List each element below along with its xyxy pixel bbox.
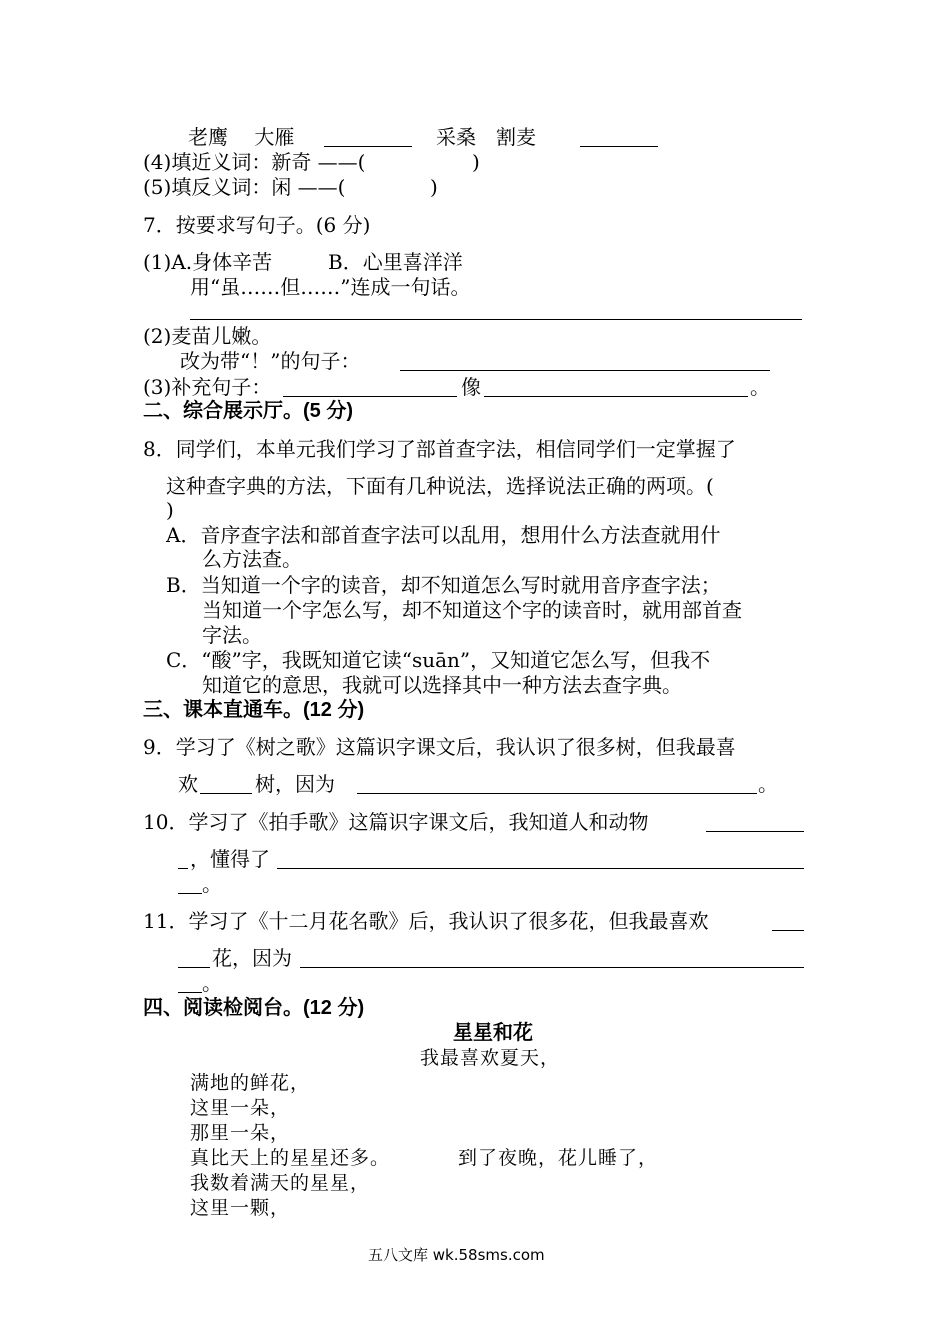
q7-item1-a: (1)A.身体辛苦 [143, 250, 273, 274]
q8-line-1: 8．同学们，本单元我们学习了部首查字法，相信同学们一定掌握了 [143, 437, 736, 461]
q10-blank-2a[interactable] [277, 850, 804, 869]
q10-line-2-a: ，懂得了 [190, 847, 270, 871]
q6-words-right: 采桑 割麦 [436, 125, 536, 149]
q8-option-a-1: A．音序查字法和部首查字法可以乱用，想用什么方法查就用什 [166, 523, 721, 547]
q8-option-b-3: 字法。 [202, 623, 262, 647]
q8-option-c-1: C．“酸”字，我既知道它读“suān”，又知道它怎么写，但我不 [166, 648, 711, 672]
q9-line-2-b: 树，因为 [255, 772, 335, 796]
q9-line-2-a: 欢 [178, 772, 198, 796]
poem-line: 满地的鲜花， [190, 1072, 311, 1094]
q7-title: 7．按要求写句子。(6 分) [143, 213, 371, 237]
footer-watermark: 五八文库 wk.58sms.com [368, 1246, 545, 1264]
poem-title: 星星和花 [453, 1022, 533, 1044]
q10-blank-1b[interactable] [178, 850, 188, 869]
q7-answer-line-2[interactable] [400, 352, 770, 371]
q6-item4: (4)填近义词：新奇 ——( [143, 150, 366, 174]
q11-blank-2b[interactable] [178, 974, 202, 993]
q8-line-2: 这种查字典的方法，下面有几种说法，选择说法正确的两项。( [166, 474, 714, 498]
q11-line-2-a: 花，因为 [212, 946, 292, 970]
section-3-heading: 三、课本直通车。(12 分) [143, 699, 365, 721]
poem-line: 这里一朵， [190, 1097, 291, 1119]
section-2-heading: 二、综合展示厅。(5 分) [143, 400, 353, 422]
q6-blank-2[interactable] [580, 128, 658, 147]
q8-option-b-1: B．当知道一个字的读音，却不知道怎么写时就用音序查字法； [166, 573, 721, 597]
q7-item3-end: 。 [750, 375, 770, 399]
q6-item5-close: ) [430, 175, 438, 199]
q9-blank-reason[interactable] [357, 775, 757, 794]
q7-item2-instruction: 改为带“！”的句子： [180, 349, 361, 373]
q7-item2: (2)麦苗儿嫩。 [143, 324, 272, 348]
q10-line-3-end: 。 [202, 872, 222, 896]
q6-blank-1[interactable] [324, 128, 412, 147]
q10-blank-1a[interactable] [706, 813, 804, 832]
poem-line: 这里一颗， [190, 1197, 291, 1219]
poem-line: 那里一朵， [190, 1122, 291, 1144]
q11-line-1: 11．学习了《十二月花名歌》后，我认识了很多花，但我最喜欢 [143, 909, 709, 933]
poem-line: 我数着满天的星星， [190, 1172, 371, 1194]
q10-line-1: 10．学习了《拍手歌》这篇识字课文后，我知道人和动物 [143, 810, 649, 834]
q7-item1-b: B．心里喜洋洋 [328, 250, 463, 274]
q7-item3-blank-1[interactable] [283, 378, 457, 397]
poem-line: 到了夜晚，花儿睡了， [458, 1147, 659, 1169]
q11-blank-1a[interactable] [772, 912, 804, 931]
q8-line-3: ) [166, 498, 174, 522]
section-4-heading: 四、阅读检阅台。(12 分) [143, 997, 365, 1019]
poem-line: 我最喜欢夏天， [420, 1047, 561, 1069]
q8-option-a-2: 么方法查。 [202, 547, 302, 571]
q7-item1-instruction: 用“虽……但……”连成一句话。 [190, 275, 471, 299]
q11-blank-2a[interactable] [300, 949, 804, 968]
poem-line: 真比天上的星星还多。 [190, 1147, 391, 1169]
q6-item5: (5)填反义词：闲 ——( [143, 175, 346, 199]
q8-option-b-2: 当知道一个字怎么写，却不知道这个字的读音时，就用部首查 [202, 598, 742, 622]
q6-words-left: 老鹰 大雁 [188, 125, 295, 149]
q7-item3-blank-2[interactable] [484, 378, 748, 397]
q9-line-2-end: 。 [758, 772, 778, 796]
q7-item3-prefix: (3)补充句子： [143, 375, 272, 399]
q11-line-3-end: 。 [202, 971, 222, 995]
q7-answer-line-1[interactable] [190, 319, 802, 320]
q7-item3-mid: 像 [461, 375, 481, 399]
q6-item4-close: ) [472, 150, 480, 174]
q10-blank-2b[interactable] [178, 875, 202, 894]
q8-option-c-2: 知道它的意思，我就可以选择其中一种方法去查字典。 [202, 673, 682, 697]
q9-line-1: 9．学习了《树之歌》这篇识字课文后，我认识了很多树，但我最喜 [143, 735, 736, 759]
q9-blank-tree[interactable] [200, 775, 252, 794]
q11-blank-1b[interactable] [178, 949, 210, 968]
